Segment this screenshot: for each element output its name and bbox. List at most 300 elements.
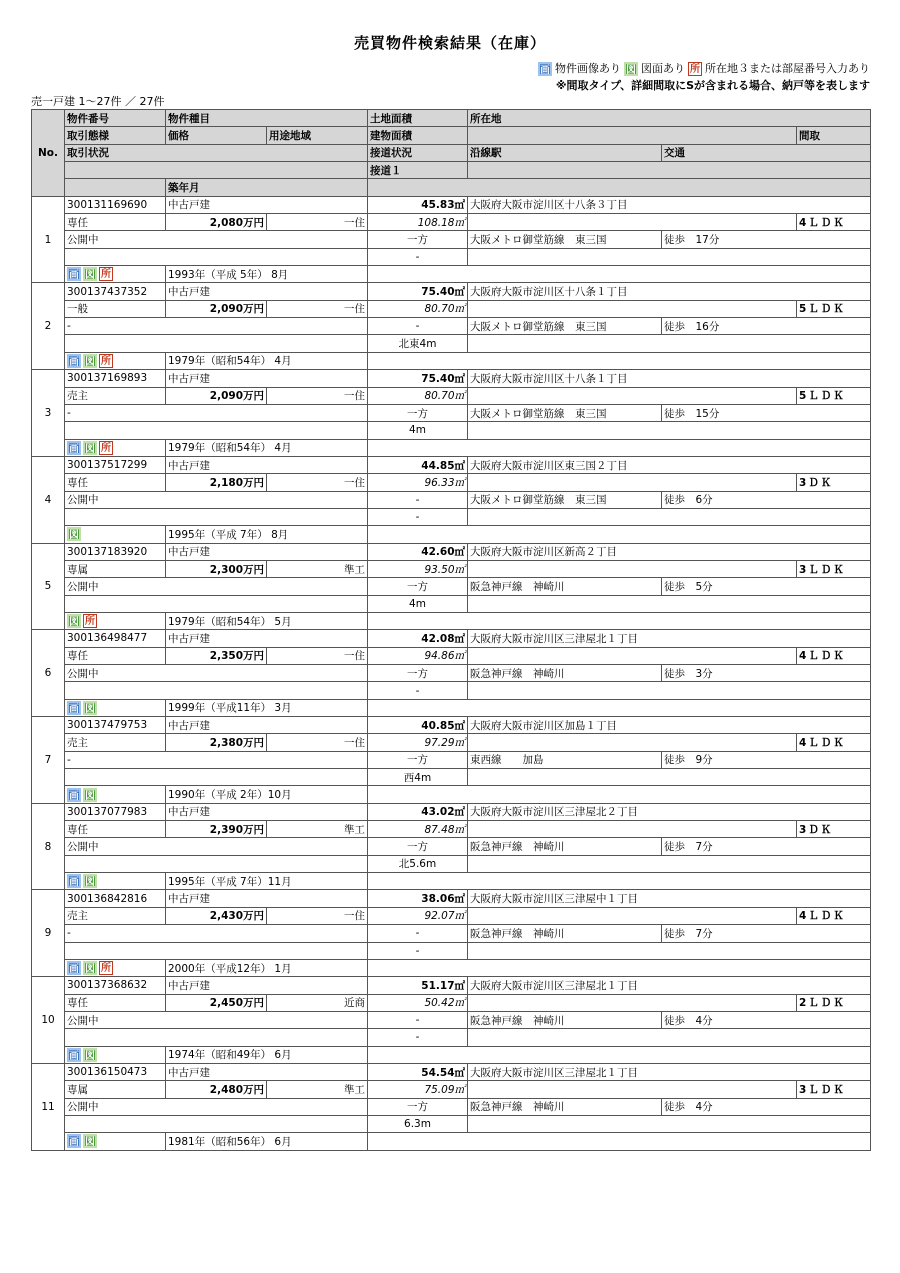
figure-icon: 図 xyxy=(83,267,97,281)
listing-row xyxy=(32,1011,871,1028)
road-1: - xyxy=(368,248,468,265)
land-area: 42.60㎡ xyxy=(368,543,468,560)
walk-time: 徒歩 7分 xyxy=(662,838,871,855)
road-access: 一方 xyxy=(368,231,468,248)
empty-cell xyxy=(65,682,368,699)
listing-row xyxy=(32,1063,871,1080)
walk-time: 徒歩 5分 xyxy=(662,578,871,595)
empty-cell xyxy=(65,508,368,525)
station-line: 阪急神戸線 神崎川 xyxy=(468,1098,662,1115)
building-area: 92.07㎡ xyxy=(368,907,468,924)
icon-cell xyxy=(65,266,166,283)
zoning: 準工 xyxy=(267,821,368,838)
listing-row xyxy=(32,526,871,543)
walk-time: 徒歩 17分 xyxy=(662,231,871,248)
listing-row xyxy=(32,855,871,872)
listing-row xyxy=(32,578,871,595)
property-type: 中古戸建 xyxy=(166,370,368,387)
property-type: 中古戸建 xyxy=(166,890,368,907)
listing-no: 6 xyxy=(32,630,65,717)
road-access: 一方 xyxy=(368,1098,468,1115)
listing-row xyxy=(32,942,871,959)
station-line: 大阪メトロ御堂筋線 東三国 xyxy=(468,231,662,248)
built-date: 1979年（昭和54年） 5月 xyxy=(166,612,368,629)
location-icon: 所 xyxy=(101,269,111,281)
image-icon: 画 xyxy=(538,62,552,76)
empty-cell xyxy=(368,1133,871,1150)
location-icon: 所 xyxy=(101,355,111,367)
empty-cell xyxy=(468,907,797,924)
zoning: 一住 xyxy=(267,647,368,664)
icon-cell xyxy=(65,786,166,803)
land-area: 54.54㎡ xyxy=(368,1063,468,1080)
property-id: 300136150473 xyxy=(65,1063,166,1080)
listing-row xyxy=(32,769,871,786)
figure-icon: 図 xyxy=(83,701,97,715)
header-line: 沿線駅 xyxy=(468,144,662,161)
floor-plan: 4ＬＤＫ xyxy=(797,214,871,231)
listing-row xyxy=(32,665,871,682)
property-id: 300137077983 xyxy=(65,803,166,820)
station-line: 大阪メトロ御堂筋線 東三国 xyxy=(468,491,662,508)
listing-row xyxy=(32,647,871,664)
building-area: 96.33㎡ xyxy=(368,474,468,491)
address: 大阪府大阪市淀川区十八条３丁目 xyxy=(468,196,871,213)
road-1: 北東4m xyxy=(368,335,468,352)
empty-cell xyxy=(468,387,797,404)
empty-cell xyxy=(65,595,368,612)
address: 大阪府大阪市淀川区三津屋北２丁目 xyxy=(468,803,871,820)
property-type: 中古戸建 xyxy=(166,977,368,994)
empty-cell xyxy=(368,959,871,976)
floor-plan: 3ＤＫ xyxy=(797,821,871,838)
price: 2,350万円 xyxy=(166,647,267,664)
property-id: 300131169690 xyxy=(65,196,166,213)
property-id: 300137183920 xyxy=(65,543,166,560)
road-1: 4m xyxy=(368,595,468,612)
empty-cell xyxy=(468,942,871,959)
empty-cell xyxy=(468,422,871,439)
property-type: 中古戸建 xyxy=(166,196,368,213)
floor-plan: 5ＬＤＫ xyxy=(797,387,871,404)
listing-no: 5 xyxy=(32,543,65,630)
transaction-status: - xyxy=(65,925,368,942)
property-type: 中古戸建 xyxy=(166,283,368,300)
built-date: 2000年（平成12年） 1月 xyxy=(166,959,368,976)
empty-cell xyxy=(468,647,797,664)
listing-row xyxy=(32,387,871,404)
property-id: 300136498477 xyxy=(65,630,166,647)
zoning: 近商 xyxy=(267,994,368,1011)
header-mode: 取引態様 xyxy=(65,127,166,144)
legend-row xyxy=(538,60,870,77)
results-table xyxy=(31,109,871,1151)
road-1: 6.3m xyxy=(368,1115,468,1132)
station-line: 大阪メトロ御堂筋線 東三国 xyxy=(468,404,662,421)
image-icon: 画 xyxy=(67,788,81,802)
header-row-3 xyxy=(32,144,871,161)
listing-row xyxy=(32,491,871,508)
transaction-mode: 専任 xyxy=(65,214,166,231)
floor-plan: 4ＬＤＫ xyxy=(797,647,871,664)
header-layout: 間取 xyxy=(797,127,871,144)
figure-icon: 図 xyxy=(83,1134,97,1148)
building-area: 75.09㎡ xyxy=(368,1081,468,1098)
zoning: 準工 xyxy=(267,1081,368,1098)
empty-cell xyxy=(65,942,368,959)
station-line: 阪急神戸線 神崎川 xyxy=(468,1011,662,1028)
icon-cell xyxy=(65,439,166,456)
transaction-status: - xyxy=(65,404,368,421)
listing-row xyxy=(32,404,871,421)
station-line: 大阪メトロ御堂筋線 東三国 xyxy=(468,318,662,335)
legend xyxy=(538,60,870,94)
empty-cell xyxy=(65,1029,368,1046)
price: 2,390万円 xyxy=(166,821,267,838)
transaction-status: 公開中 xyxy=(65,578,368,595)
listing-row xyxy=(32,612,871,629)
land-area: 40.85㎡ xyxy=(368,717,468,734)
empty-cell xyxy=(65,422,368,439)
walk-time: 徒歩 3分 xyxy=(662,665,871,682)
built-date: 1990年（平成 2年）10月 xyxy=(166,786,368,803)
station-line: 東西線 加島 xyxy=(468,751,662,768)
listing-row xyxy=(32,1133,871,1150)
empty-cell xyxy=(468,821,797,838)
empty-cell xyxy=(468,769,871,786)
property-id: 300137169893 xyxy=(65,370,166,387)
walk-time: 徒歩 4分 xyxy=(662,1011,871,1028)
listing-row xyxy=(32,786,871,803)
legend-location-label: 所在地３または部屋番号入力あり xyxy=(705,62,870,75)
empty-cell xyxy=(368,612,871,629)
listing-no: 9 xyxy=(32,890,65,977)
property-id: 300137437352 xyxy=(65,283,166,300)
listing-row xyxy=(32,977,871,994)
empty-cell xyxy=(65,335,368,352)
empty-cell xyxy=(65,769,368,786)
transaction-status: 公開中 xyxy=(65,665,368,682)
transaction-status: 公開中 xyxy=(65,838,368,855)
figure-icon: 図 xyxy=(83,1048,97,1062)
listing-row xyxy=(32,803,871,820)
floor-plan: 2ＬＤＫ xyxy=(797,994,871,1011)
location-icon: 所 xyxy=(101,963,111,975)
header-type: 物件種目 xyxy=(166,110,368,127)
listing-row xyxy=(32,873,871,890)
listing-row xyxy=(32,1081,871,1098)
listing-no: 2 xyxy=(32,283,65,370)
listing-row xyxy=(32,474,871,491)
building-area: 97.29㎡ xyxy=(368,734,468,751)
price: 2,180万円 xyxy=(166,474,267,491)
zoning: 一住 xyxy=(267,907,368,924)
property-type: 中古戸建 xyxy=(166,456,368,473)
listing-row xyxy=(32,925,871,942)
empty-cell xyxy=(468,994,797,1011)
land-area: 38.06㎡ xyxy=(368,890,468,907)
zoning: 一住 xyxy=(267,214,368,231)
listing-row xyxy=(32,630,871,647)
image-icon: 画 xyxy=(67,354,81,368)
building-area: 87.48㎡ xyxy=(368,821,468,838)
image-icon: 画 xyxy=(67,267,81,281)
property-id: 300137479753 xyxy=(65,717,166,734)
property-type: 中古戸建 xyxy=(166,803,368,820)
address: 大阪府大阪市淀川区東三国２丁目 xyxy=(468,456,871,473)
transaction-mode: 一般 xyxy=(65,300,166,317)
road-1: - xyxy=(368,942,468,959)
listing-row xyxy=(32,422,871,439)
image-icon: 画 xyxy=(67,441,81,455)
empty-cell xyxy=(368,439,871,456)
figure-icon: 図 xyxy=(83,874,97,888)
listing-row xyxy=(32,959,871,976)
transaction-status: - xyxy=(65,751,368,768)
header-address: 所在地 xyxy=(468,110,871,127)
building-area: 80.70㎡ xyxy=(368,387,468,404)
legend-image-label: 物件画像あり xyxy=(555,62,621,75)
station-line: 阪急神戸線 神崎川 xyxy=(468,578,662,595)
property-type: 中古戸建 xyxy=(166,543,368,560)
floor-plan: 4ＬＤＫ xyxy=(797,734,871,751)
header-row-1 xyxy=(32,110,871,127)
transaction-mode: 専任 xyxy=(65,474,166,491)
land-area: 44.85㎡ xyxy=(368,456,468,473)
listing-row xyxy=(32,300,871,317)
road-access: 一方 xyxy=(368,838,468,855)
listing-row xyxy=(32,1029,871,1046)
transaction-mode: 専任 xyxy=(65,994,166,1011)
floor-plan: 3ＬＤＫ xyxy=(797,1081,871,1098)
station-line: 阪急神戸線 神崎川 xyxy=(468,925,662,942)
transaction-mode: 売主 xyxy=(65,734,166,751)
empty-cell xyxy=(368,786,871,803)
listing-row xyxy=(32,890,871,907)
address: 大阪府大阪市淀川区三津屋北１丁目 xyxy=(468,630,871,647)
transaction-mode: 専属 xyxy=(65,1081,166,1098)
header-id: 物件番号 xyxy=(65,110,166,127)
empty-cell xyxy=(468,335,871,352)
walk-time: 徒歩 15分 xyxy=(662,404,871,421)
header-price: 価格 xyxy=(166,127,267,144)
zoning: 一住 xyxy=(267,387,368,404)
property-id: 300137368632 xyxy=(65,977,166,994)
zoning: 一住 xyxy=(267,300,368,317)
building-area: 93.50㎡ xyxy=(368,560,468,577)
road-1: - xyxy=(368,682,468,699)
listing-row xyxy=(32,560,871,577)
property-id: 300137517299 xyxy=(65,456,166,473)
figure-icon: 図 xyxy=(67,614,81,628)
image-icon: 画 xyxy=(67,701,81,715)
icon-cell xyxy=(65,1133,166,1150)
address: 大阪府大阪市淀川区十八条１丁目 xyxy=(468,283,871,300)
land-area: 43.02㎡ xyxy=(368,803,468,820)
listing-row xyxy=(32,1098,871,1115)
listing-row xyxy=(32,266,871,283)
address: 大阪府大阪市淀川区三津屋中１丁目 xyxy=(468,890,871,907)
built-date: 1979年（昭和54年） 4月 xyxy=(166,439,368,456)
road-1: 北5.6m xyxy=(368,855,468,872)
listing-no: 8 xyxy=(32,803,65,890)
empty-cell xyxy=(368,352,871,369)
header-road1: 接道１ xyxy=(368,162,468,179)
listing-row xyxy=(32,595,871,612)
figure-icon: 図 xyxy=(67,527,81,541)
empty-cell xyxy=(368,699,871,716)
listing-no: 1 xyxy=(32,196,65,283)
listing-row xyxy=(32,248,871,265)
empty-cell xyxy=(468,1115,871,1132)
transaction-mode: 売主 xyxy=(65,907,166,924)
image-icon: 画 xyxy=(67,1134,81,1148)
walk-time: 徒歩 7分 xyxy=(662,925,871,942)
empty-cell xyxy=(368,526,871,543)
floor-plan: 3ＤＫ xyxy=(797,474,871,491)
road-1: 4m xyxy=(368,422,468,439)
road-access: - xyxy=(368,318,468,335)
listing-row xyxy=(32,231,871,248)
transaction-status: 公開中 xyxy=(65,1098,368,1115)
road-1: - xyxy=(368,1029,468,1046)
empty-cell xyxy=(468,508,871,525)
property-type: 中古戸建 xyxy=(166,717,368,734)
location-icon: 所 xyxy=(85,616,95,628)
built-date: 1995年（平成 7年） 8月 xyxy=(166,526,368,543)
built-date: 1993年（平成 5年） 8月 xyxy=(166,266,368,283)
listing-row xyxy=(32,717,871,734)
listing-row xyxy=(32,907,871,924)
location-icon: 所 xyxy=(101,442,111,454)
empty-cell xyxy=(65,1115,368,1132)
road-access: 一方 xyxy=(368,751,468,768)
price: 2,430万円 xyxy=(166,907,267,924)
empty-cell xyxy=(468,560,797,577)
building-area: 94.86㎡ xyxy=(368,647,468,664)
header-bldg: 建物面積 xyxy=(368,127,468,144)
empty-cell xyxy=(65,248,368,265)
header-land: 土地面積 xyxy=(368,110,468,127)
transaction-status: 公開中 xyxy=(65,231,368,248)
figure-icon: 図 xyxy=(83,961,97,975)
price: 2,300万円 xyxy=(166,560,267,577)
address: 大阪府大阪市淀川区加島１丁目 xyxy=(468,717,871,734)
icon-cell xyxy=(65,699,166,716)
header-row-5 xyxy=(32,179,871,196)
address: 大阪府大阪市淀川区新高２丁目 xyxy=(468,543,871,560)
road-access: - xyxy=(368,491,468,508)
figure-icon: 図 xyxy=(83,354,97,368)
listing-row xyxy=(32,682,871,699)
zoning: 一住 xyxy=(267,474,368,491)
road-access: 一方 xyxy=(368,578,468,595)
location-icon: 所 xyxy=(690,63,700,75)
price: 2,480万円 xyxy=(166,1081,267,1098)
figure-icon: 図 xyxy=(624,62,638,76)
image-icon: 画 xyxy=(67,961,81,975)
address: 大阪府大阪市淀川区三津屋北１丁目 xyxy=(468,1063,871,1080)
empty-cell xyxy=(468,474,797,491)
legend-figure-label: 図面あり xyxy=(641,62,685,75)
empty-cell xyxy=(468,855,871,872)
icon-cell xyxy=(65,526,166,543)
image-icon: 画 xyxy=(67,1048,81,1062)
listing-row xyxy=(32,352,871,369)
floor-plan: 4ＬＤＫ xyxy=(797,907,871,924)
transaction-mode: 専任 xyxy=(65,647,166,664)
listing-no: 4 xyxy=(32,456,65,543)
empty-cell xyxy=(468,248,871,265)
header-row-4 xyxy=(32,162,871,179)
price: 2,450万円 xyxy=(166,994,267,1011)
built-date: 1981年（昭和56年） 6月 xyxy=(166,1133,368,1150)
empty-cell xyxy=(368,1046,871,1063)
listing-row xyxy=(32,821,871,838)
empty-cell xyxy=(468,734,797,751)
header-status: 取引状況 xyxy=(65,144,368,161)
floor-plan: 3ＬＤＫ xyxy=(797,560,871,577)
building-area: 50.42㎡ xyxy=(368,994,468,1011)
empty-cell xyxy=(468,300,797,317)
listing-row xyxy=(32,838,871,855)
building-area: 108.18㎡ xyxy=(368,214,468,231)
listing-row xyxy=(32,543,871,560)
listing-row xyxy=(32,283,871,300)
walk-time: 徒歩 9分 xyxy=(662,751,871,768)
listing-row xyxy=(32,196,871,213)
property-id: 300136842816 xyxy=(65,890,166,907)
header-access: 交通 xyxy=(662,144,871,161)
land-area: 45.83㎡ xyxy=(368,196,468,213)
empty-cell xyxy=(468,682,871,699)
listing-row xyxy=(32,439,871,456)
icon-cell xyxy=(65,873,166,890)
transaction-status: - xyxy=(65,318,368,335)
price: 2,080万円 xyxy=(166,214,267,231)
listing-row xyxy=(32,734,871,751)
listing-no: 3 xyxy=(32,370,65,457)
zoning: 一住 xyxy=(267,734,368,751)
header-no: No. xyxy=(32,110,65,197)
icon-cell xyxy=(65,959,166,976)
land-area: 75.40㎡ xyxy=(368,283,468,300)
road-access: 一方 xyxy=(368,404,468,421)
listing-row xyxy=(32,335,871,352)
listing-row xyxy=(32,1115,871,1132)
header-road: 接道状況 xyxy=(368,144,468,161)
price: 2,380万円 xyxy=(166,734,267,751)
built-date: 1999年（平成11年） 3月 xyxy=(166,699,368,716)
road-1: - xyxy=(368,508,468,525)
listing-row xyxy=(32,994,871,1011)
road-access: - xyxy=(368,1011,468,1028)
listing-row xyxy=(32,370,871,387)
icon-cell xyxy=(65,352,166,369)
empty-cell xyxy=(468,1081,797,1098)
walk-time: 徒歩 6分 xyxy=(662,491,871,508)
property-type: 中古戸建 xyxy=(166,1063,368,1080)
listing-row xyxy=(32,214,871,231)
empty-cell xyxy=(468,214,797,231)
listing-no: 10 xyxy=(32,977,65,1064)
listing-no: 11 xyxy=(32,1063,65,1150)
empty-cell xyxy=(468,595,871,612)
listing-row xyxy=(32,699,871,716)
figure-icon: 図 xyxy=(83,441,97,455)
result-count: 売一戸建 1〜27件 ／ 27件 xyxy=(31,95,165,108)
header-zone: 用途地域 xyxy=(267,127,368,144)
